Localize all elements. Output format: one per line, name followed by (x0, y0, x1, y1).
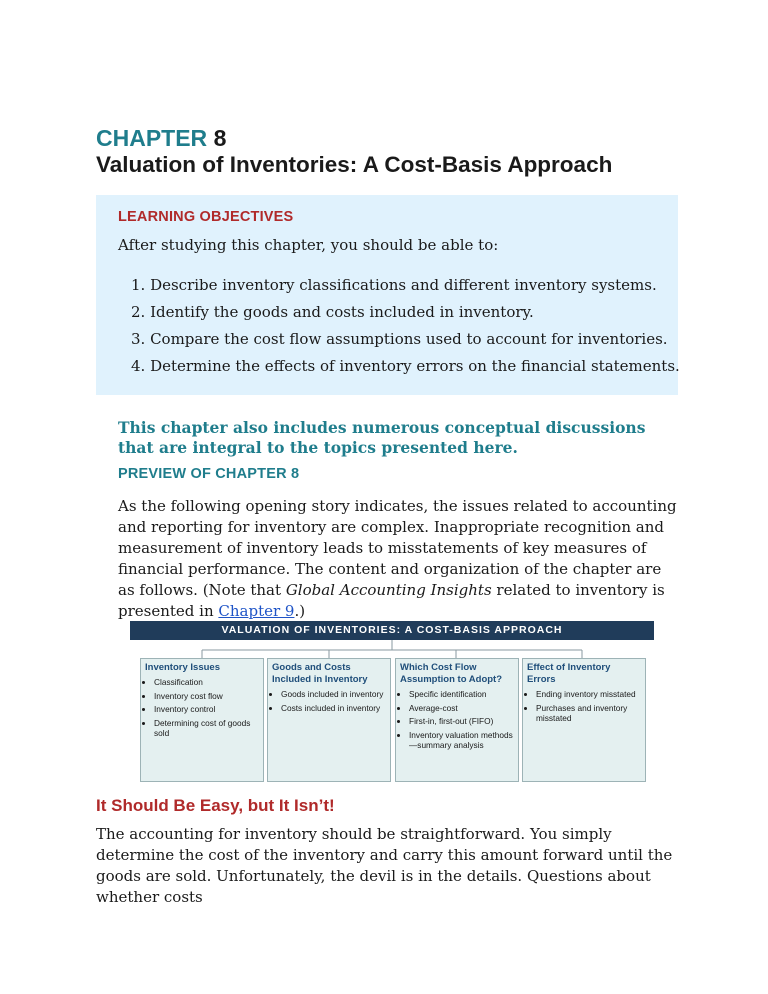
diagram-box-item: • Inventory control (154, 704, 259, 715)
diagram-box-item: • Goods included in inventory (281, 689, 386, 700)
diagram-box-item: • First-in, first-out (FIFO) (409, 716, 514, 727)
chapter-organization-diagram (130, 621, 654, 764)
preview-heading: PREVIEW OF CHAPTER 8 (118, 466, 300, 482)
learning-objectives-box (96, 195, 678, 395)
learning-objective-item: 1. Describe inventory classifications and different inventory systems. (131, 276, 657, 294)
diagram-box-inventory-errors (522, 658, 646, 782)
diagram-box-list (145, 677, 259, 739)
section-paragraph: The accounting for inventory should be straightforward. You simply determine the cost of the inventory and carry this amount forward until the goods are sold. Unfortunately, the devil is in the details. Questions about whether costs (96, 825, 673, 906)
diagram-box-goods-and-costs (267, 658, 391, 782)
diagram-box-list (400, 689, 514, 751)
preview-text-middle: related to inventory is presented in (118, 581, 665, 620)
preview-text-after: .) (294, 602, 306, 620)
diagram-box-list (527, 689, 641, 724)
diagram-box-item: • Inventory valuation methods—summary analysis (409, 730, 514, 751)
diagram-connectors (130, 621, 654, 661)
preview-paragraph (118, 496, 678, 622)
chapter-9-link[interactable]: Chapter 9 (218, 602, 295, 620)
diagram-box-title: Goods and Costs Included in Inventory (272, 662, 368, 685)
concept-note: This chapter also includes numerous conceptual discussions that are integral to the topics presented here. (118, 418, 646, 457)
diagram-box-item: • Average-cost (409, 703, 514, 714)
diagram-box-item: • Classification (154, 677, 259, 688)
diagram-title: VALUATION OF INVENTORIES: A COST-BASIS APPROACH (130, 621, 654, 640)
preview-text-before: As the following opening story indicates, the issues related to accounting and reporting for inventory are complex. Inappropriate recognition and measurement of inventory leads to misstatements of key measures of financial performance. The content and organization of the chapter are as follows. (Note that (118, 497, 677, 599)
diagram-box-item: • Costs included in inventory (281, 703, 386, 714)
diagram-box-title: Which Cost Flow Assumption to Adopt? (400, 662, 503, 685)
diagram-box-item: • Specific identification (409, 689, 514, 700)
diagram-box-item: • Determining cost of goods sold (154, 718, 259, 739)
diagram-box-cost-flow-assumption (395, 658, 519, 782)
diagram-box-title: Effect of Inventory Errors (527, 662, 611, 685)
section-heading: It Should Be Easy, but It Isn’t! (96, 796, 335, 815)
diagram-box-item: • Inventory cost flow (154, 691, 259, 702)
diagram-box-item: • Purchases and inventory misstated (536, 703, 641, 724)
learning-objectives-heading: LEARNING OBJECTIVES (118, 209, 294, 225)
diagram-box-list (272, 689, 386, 713)
chapter-label (96, 124, 226, 152)
learning-objective-item: 4. Determine the effects of inventory errors on the financial statements. (131, 357, 680, 375)
learning-objectives-list (131, 275, 680, 383)
learning-objectives-intro: After studying this chapter, you should be able to: (118, 236, 499, 254)
learning-objective-item: 2. Identify the goods and costs included in inventory. (131, 303, 534, 321)
diagram-box-inventory-issues (140, 658, 264, 782)
diagram-box-item: • Ending inventory misstated (536, 689, 641, 700)
learning-objective-item: 3. Compare the cost flow assumptions used to account for inventories. (131, 330, 668, 348)
chapter-word: CHAPTER (96, 125, 208, 151)
chapter-title: Valuation of Inventories: A Cost-Basis Approach (96, 152, 613, 177)
preview-italic-text: Global Accounting Insights (285, 581, 492, 599)
chapter-number: 8 (213, 125, 227, 151)
diagram-box-title: Inventory Issues (145, 662, 220, 673)
